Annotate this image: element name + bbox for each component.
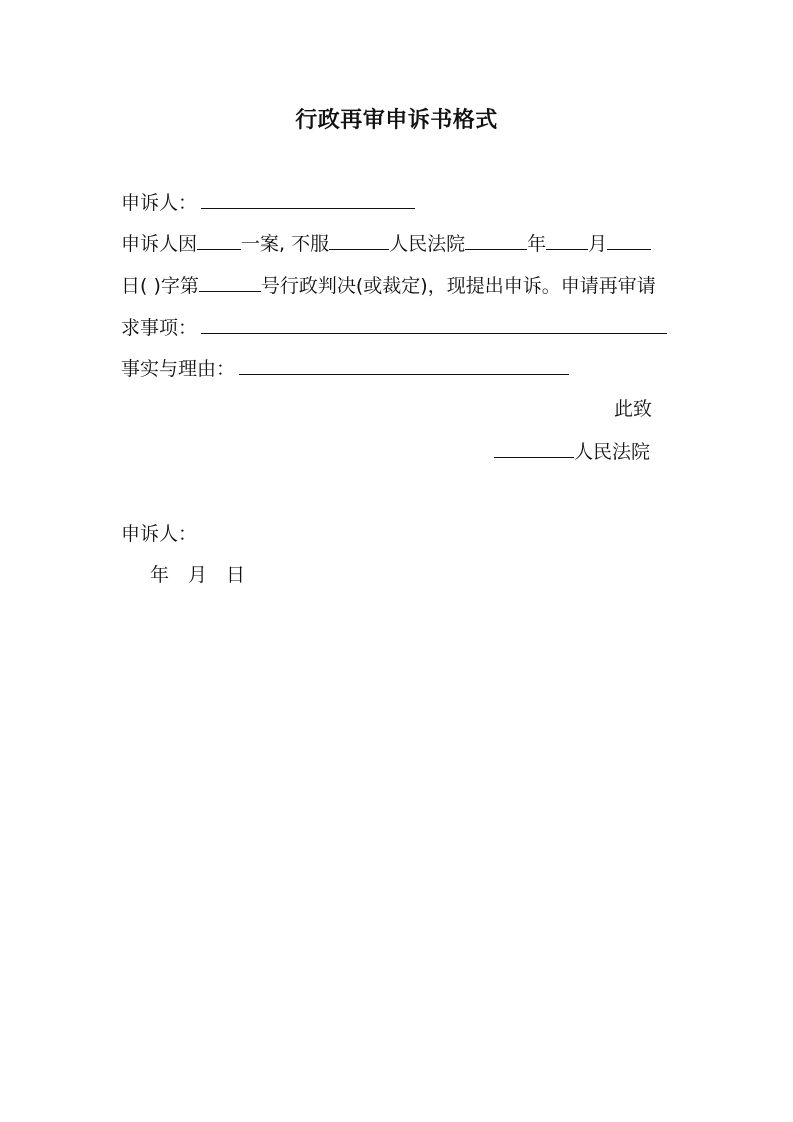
year-blank	[465, 229, 527, 250]
facts-line	[121, 354, 569, 382]
case-text-3: 人民法院	[389, 233, 466, 255]
request-label: 求事项：	[121, 317, 198, 339]
day-blank	[607, 229, 651, 250]
case-text-4: 年	[527, 233, 547, 255]
addressee-court-label: 人民法院	[574, 441, 651, 463]
signature-label: 申诉人：	[121, 523, 198, 545]
request-line	[121, 313, 667, 341]
case-text-5: 月	[588, 233, 608, 255]
date-line: 年 月 日	[150, 564, 246, 586]
judgment-line	[121, 271, 656, 299]
court-blank	[329, 229, 389, 250]
case-text-2: 一案, 不服	[241, 233, 330, 255]
page-title: 行政再审申诉书格式	[295, 108, 498, 133]
facts-label: 事实与理由：	[121, 358, 236, 380]
judgment-text-2: 号行政判决(或裁定)，现提出申诉。申请再审请	[260, 275, 656, 297]
case-line	[121, 229, 651, 257]
addressee-line	[494, 437, 650, 465]
closing-text: 此致	[614, 398, 653, 420]
request-blank	[201, 313, 667, 334]
addressee-court-blank	[494, 437, 574, 458]
case-number-blank	[199, 271, 261, 292]
case-text-1: 申诉人因	[121, 233, 198, 255]
appellant-label: 申诉人：	[121, 192, 198, 214]
case-name-blank	[197, 229, 241, 250]
month-blank	[546, 229, 588, 250]
appellant-line	[121, 188, 415, 216]
judgment-text-1: 日( )字第	[121, 275, 199, 297]
facts-blank	[239, 354, 569, 375]
appellant-blank	[201, 188, 415, 209]
